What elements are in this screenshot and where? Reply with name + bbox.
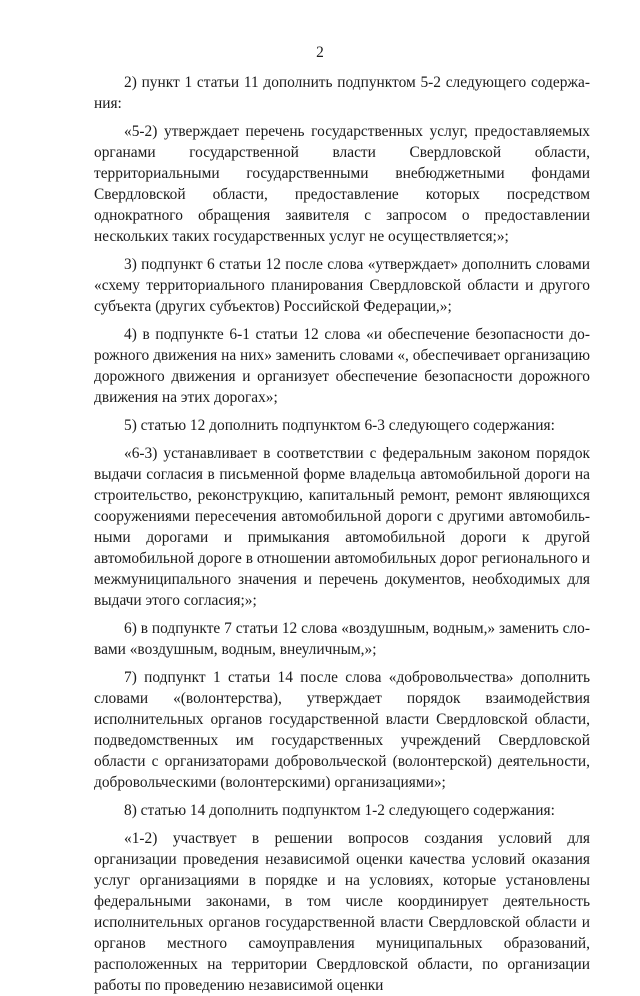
paragraph-subitem-1-2: «1-2) участвует в решении вопросов создания условий для организации проведения независимой оценки качества условий оказания услуг организациями в порядке и на условиях, которые установлены федеральными законами, в том числе координирует деятельность исполнительных органов государственной власти Свердловской области и органов местного самоуправления муниципальных образований, расположенных на территории Свердловской области, по организации работы по проведению независимой оценки: [94, 830, 590, 994]
paragraph-item-4: 4) в подпункте 6-1 статьи 12 слова «и обеспечение безопасности дорожного движения на них» заменить словами «, обеспечивает организацию дорожного движения и организует обеспечение безопасности дорожного движения на этих дорогах»;: [94, 326, 590, 406]
paragraph-subitem-6-3: «6-3) устанавливает в соответствии с федеральным законом порядок выдачи согласия в письменной форме владельца автомобильной дороги на строительство, реконструкцию, капитальный ремонт, ремонт являющихся сооружениями пересечения автомобильной дороги с другими автомобильными дорогами и примыкания автомобильной дороги к другой автомобильной дороге в отношении автомобильных дорог регионального и межмуниципального значения и перечень документов, необходимых для выдачи этого согласия;»;: [94, 445, 590, 609]
paragraph-subitem-5-2: «5-2) утверждает перечень государственных услуг, предоставляемых органами государственной власти Свердловской области, территориальными государственными внебюджетными фондами Свердловской области, предоставление которых посредством однократного обращения заявителя с запросом о предоставлении нескольких таких государственных услуг не осуществляется;»;: [94, 123, 590, 245]
document-body: [94, 72, 590, 996]
paragraph-item-2: 2) пункт 1 статьи 11 дополнить подпунктом 5-2 следующего содержания:: [94, 74, 590, 112]
paragraph-item-7: 7) подпункт 1 статьи 14 после слова «добровольчества» дополнить словами «(волонтерства), утверждает порядок взаимодействия исполнительных органов государственной власти Свердловской области, подведомственных им государственных учреждений Свердловской области с организаторами добровольческой (волонтерской) деятельности, добровольческими (волонтерскими) организациями»;: [94, 669, 590, 791]
paragraph-item-3: 3) подпункт 6 статьи 12 после слова «утверждает» дополнить словами «схему территориального планирования Свердловской области и другого субъекта (других субъектов) Российской Федерации,»;: [94, 256, 590, 315]
page-number: 2: [316, 44, 324, 61]
paragraph-item-8: 8) статью 14 дополнить подпунктом 1-2 следующего содержания:: [124, 802, 555, 819]
paragraph-item-6: 6) в подпункте 7 статьи 12 слова «воздушным, водным,» заменить словами «воздушным, водным, внеуличным,»;: [94, 620, 590, 658]
paragraph-item-5: 5) статью 12 дополнить подпунктом 6-3 следующего содержания:: [124, 417, 555, 434]
